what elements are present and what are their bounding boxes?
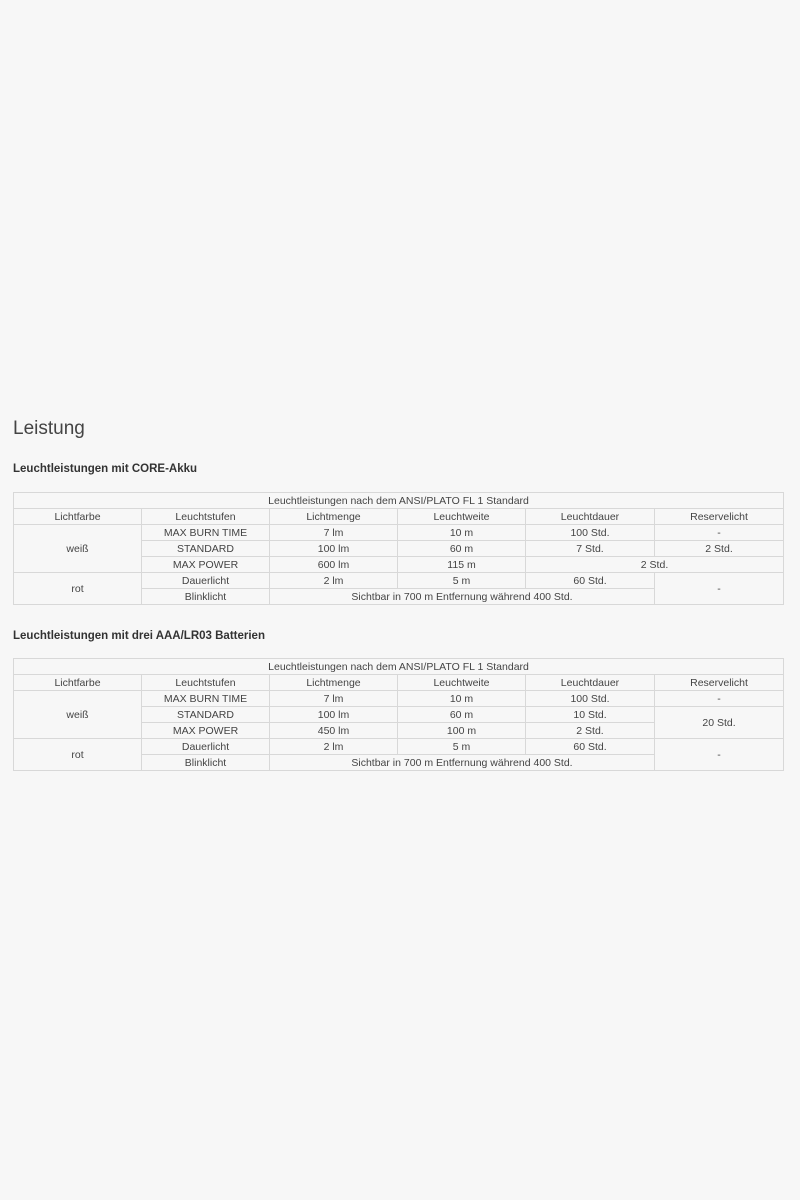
reserve-cell: - bbox=[655, 525, 784, 541]
duration-cell: 10 Std. bbox=[526, 707, 655, 723]
lumen-cell: 600 lm bbox=[270, 557, 398, 573]
range-cell: 115 m bbox=[398, 557, 526, 573]
column-header: Lichtfarbe bbox=[14, 675, 142, 691]
reserve-cell: 20 Std. bbox=[655, 707, 784, 739]
lumen-cell: 100 lm bbox=[270, 707, 398, 723]
range-cell: 60 m bbox=[398, 541, 526, 557]
duration-cell: 2 Std. bbox=[526, 723, 655, 739]
duration-cell: 60 Std. bbox=[526, 573, 655, 589]
mode-cell: MAX BURN TIME bbox=[142, 691, 270, 707]
lumen-cell: 450 lm bbox=[270, 723, 398, 739]
column-header: Leuchtweite bbox=[398, 509, 526, 525]
mode-cell: STANDARD bbox=[142, 541, 270, 557]
reserve-cell: - bbox=[655, 573, 784, 605]
duration-cell: 100 Std. bbox=[526, 525, 655, 541]
mode-cell: Dauerlicht bbox=[142, 573, 270, 589]
duration-cell: 7 Std. bbox=[526, 541, 655, 557]
mode-cell: STANDARD bbox=[142, 707, 270, 723]
light-color-cell: weiß bbox=[14, 691, 142, 739]
range-cell: 10 m bbox=[398, 691, 526, 707]
reserve-cell: - bbox=[655, 691, 784, 707]
section-title-aaa-batteries: Leuchtleistungen mit drei AAA/LR03 Batterien bbox=[13, 630, 265, 642]
table-caption: Leuchtleistungen nach dem ANSI/PLATO FL 1 Standard bbox=[14, 493, 784, 509]
duration-cell: 100 Std. bbox=[526, 691, 655, 707]
light-color-cell: weiß bbox=[14, 525, 142, 573]
column-header: Lichtmenge bbox=[270, 675, 398, 691]
table-caption-row bbox=[14, 493, 784, 509]
table-header-row bbox=[14, 509, 784, 525]
range-cell: 60 m bbox=[398, 707, 526, 723]
mode-cell: MAX BURN TIME bbox=[142, 525, 270, 541]
reserve-cell: 2 Std. bbox=[655, 541, 784, 557]
column-header: Reservelicht bbox=[655, 509, 784, 525]
range-cell: 100 m bbox=[398, 723, 526, 739]
table-caption: Leuchtleistungen nach dem ANSI/PLATO FL 1 Standard bbox=[14, 659, 784, 675]
column-header: Reservelicht bbox=[655, 675, 784, 691]
range-cell: 10 m bbox=[398, 525, 526, 541]
lumen-cell: 7 lm bbox=[270, 691, 398, 707]
page-title: Leistung bbox=[13, 418, 85, 439]
table-row bbox=[14, 525, 784, 541]
column-header: Lichtfarbe bbox=[14, 509, 142, 525]
table-row bbox=[14, 691, 784, 707]
mode-cell: MAX POWER bbox=[142, 723, 270, 739]
performance-table-core bbox=[13, 492, 784, 605]
reserve-cell: - bbox=[655, 739, 784, 771]
duration-reserve-cell: 2 Std. bbox=[526, 557, 784, 573]
column-header: Lichtmenge bbox=[270, 509, 398, 525]
performance-table-aaa bbox=[13, 658, 784, 771]
visibility-note-cell: Sichtbar in 700 m Entfernung während 400 Std. bbox=[270, 755, 655, 771]
range-cell: 5 m bbox=[398, 573, 526, 589]
duration-cell: 60 Std. bbox=[526, 739, 655, 755]
mode-cell: Blinklicht bbox=[142, 589, 270, 605]
mode-cell: Blinklicht bbox=[142, 755, 270, 771]
lumen-cell: 7 lm bbox=[270, 525, 398, 541]
visibility-note-cell: Sichtbar in 700 m Entfernung während 400 Std. bbox=[270, 589, 655, 605]
column-header: Leuchtdauer bbox=[526, 675, 655, 691]
section-title-core-battery: Leuchtleistungen mit CORE-Akku bbox=[13, 463, 198, 475]
light-color-cell: rot bbox=[14, 739, 142, 771]
lumen-cell: 2 lm bbox=[270, 739, 398, 755]
table-row bbox=[14, 739, 784, 755]
column-header: Leuchtweite bbox=[398, 675, 526, 691]
column-header: Leuchtdauer bbox=[526, 509, 655, 525]
range-cell: 5 m bbox=[398, 739, 526, 755]
table-header-row bbox=[14, 675, 784, 691]
lumen-cell: 100 lm bbox=[270, 541, 398, 557]
mode-cell: MAX POWER bbox=[142, 557, 270, 573]
table-caption-row bbox=[14, 659, 784, 675]
light-color-cell: rot bbox=[14, 573, 142, 605]
lumen-cell: 2 lm bbox=[270, 573, 398, 589]
column-header: Leuchtstufen bbox=[142, 509, 270, 525]
table-row bbox=[14, 573, 784, 589]
mode-cell: Dauerlicht bbox=[142, 739, 270, 755]
column-header: Leuchtstufen bbox=[142, 675, 270, 691]
